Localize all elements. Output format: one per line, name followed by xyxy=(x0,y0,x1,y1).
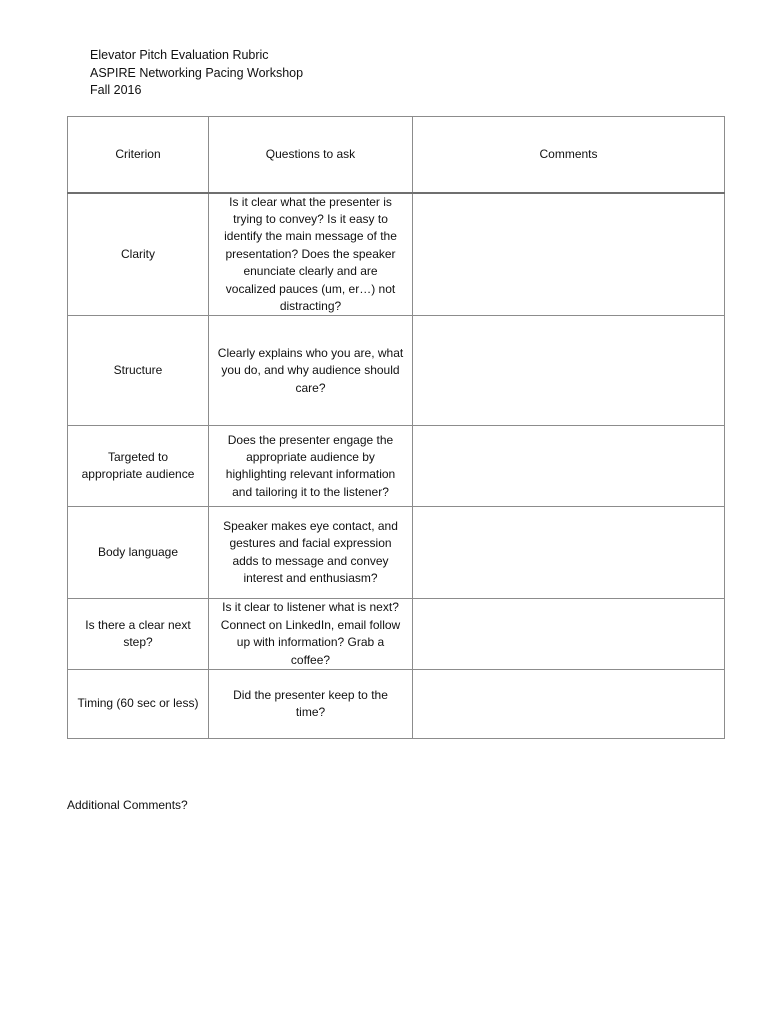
question-cell: Clearly explains who you are, what you do, and why audience should care? xyxy=(209,316,413,426)
column-header-criterion: Criterion xyxy=(68,117,209,193)
question-cell: Does the presenter engage the appropriate audience by highlighting relevant information and tailoring it to the listener? xyxy=(209,426,413,507)
table-row xyxy=(68,599,725,670)
document-header xyxy=(90,47,303,100)
comments-cell[interactable] xyxy=(413,316,725,426)
question-cell: Is it clear to listener what is next? Connect on LinkedIn, email follow up with information? Grab a coffee? xyxy=(209,599,413,670)
table-row xyxy=(68,426,725,507)
question-cell: Speaker makes eye contact, and gestures and facial expression adds to message and convey interest and enthusiasm? xyxy=(209,507,413,599)
criterion-cell: Clarity xyxy=(68,193,209,316)
term-label: Fall 2016 xyxy=(90,83,142,97)
table-row xyxy=(68,193,725,316)
workshop-name: ASPIRE Networking Pacing Workshop xyxy=(90,65,304,80)
question-cell: Did the presenter keep to the time? xyxy=(209,669,413,738)
table-row xyxy=(68,669,725,738)
question-cell: Is it clear what the presenter is trying to convey? Is it easy to identify the main message of the presentation? Does the speaker enunciate clearly and are vocalized pauces (um, er…) not distracting? xyxy=(209,193,413,316)
document-title: Elevator Pitch Evaluation Rubric xyxy=(90,48,269,62)
criterion-cell: Body language xyxy=(68,507,209,599)
additional-comments-label: Additional Comments? xyxy=(67,798,188,812)
comments-cell[interactable] xyxy=(413,507,725,599)
column-header-questions: Questions to ask xyxy=(209,117,413,193)
criterion-cell: Timing (60 sec or less) xyxy=(68,669,209,738)
column-header-comments: Comments xyxy=(413,117,725,193)
rubric-table xyxy=(67,116,725,739)
table-header-row xyxy=(68,117,725,193)
comments-cell[interactable] xyxy=(413,193,725,316)
table-row xyxy=(68,507,725,599)
table-row xyxy=(68,316,725,426)
criterion-cell: Is there a clear next step? xyxy=(68,599,209,670)
comments-cell[interactable] xyxy=(413,599,725,670)
criterion-cell: Structure xyxy=(68,316,209,426)
criterion-cell: Targeted to appropriate audience xyxy=(68,426,209,507)
comments-cell[interactable] xyxy=(413,426,725,507)
comments-cell[interactable] xyxy=(413,669,725,738)
